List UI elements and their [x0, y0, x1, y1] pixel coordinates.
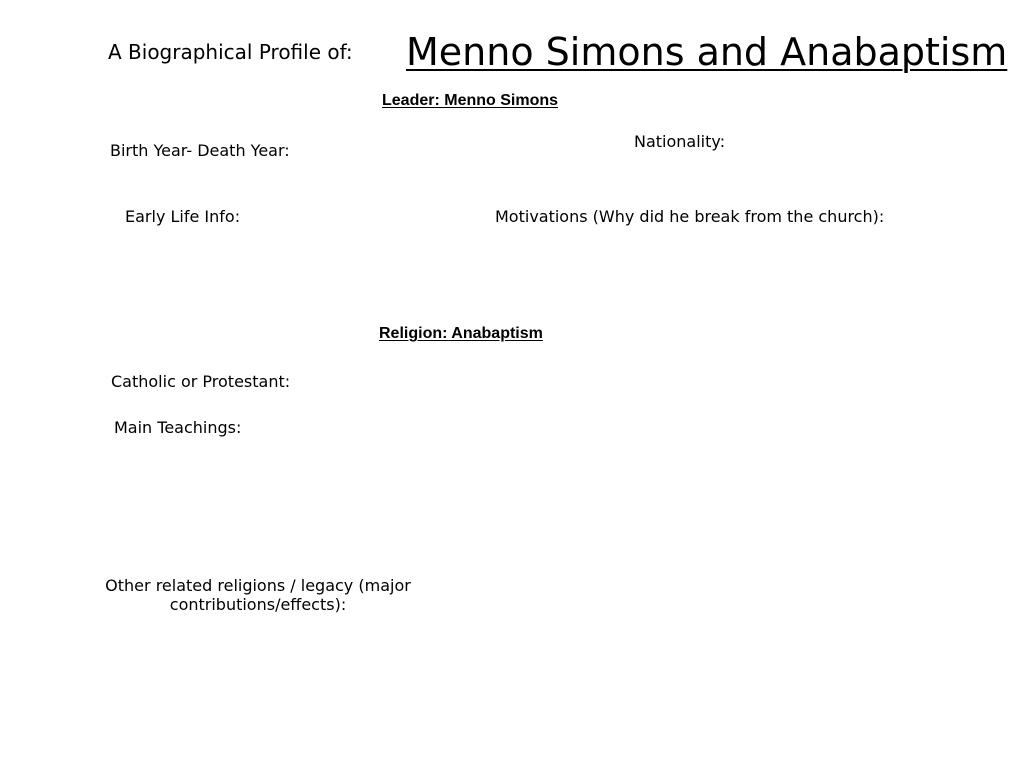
catholic-or-protestant-label: Catholic or Protestant: — [111, 372, 291, 391]
nationality-label: Nationality: — [634, 132, 726, 151]
legacy-label-line-1: Other related religions / legacy (major — [105, 576, 411, 595]
birth-death-year-label: Birth Year- Death Year: — [110, 141, 290, 160]
religion-section-heading: Religion: Anabaptism — [379, 325, 543, 342]
motivations-label: Motivations (Why did he break from the church): — [495, 207, 885, 226]
profile-prefix: A Biographical Profile of: — [108, 40, 353, 64]
leader-section-heading: Leader: Menno Simons — [382, 92, 559, 109]
page-title: Menno Simons and Anabaptism — [406, 30, 1008, 74]
early-life-label: Early Life Info: — [125, 207, 241, 226]
legacy-label — [78, 576, 438, 614]
legacy-label-line-2: contributions/effects): — [169, 595, 347, 615]
main-teachings-label: Main Teachings: — [114, 418, 242, 437]
